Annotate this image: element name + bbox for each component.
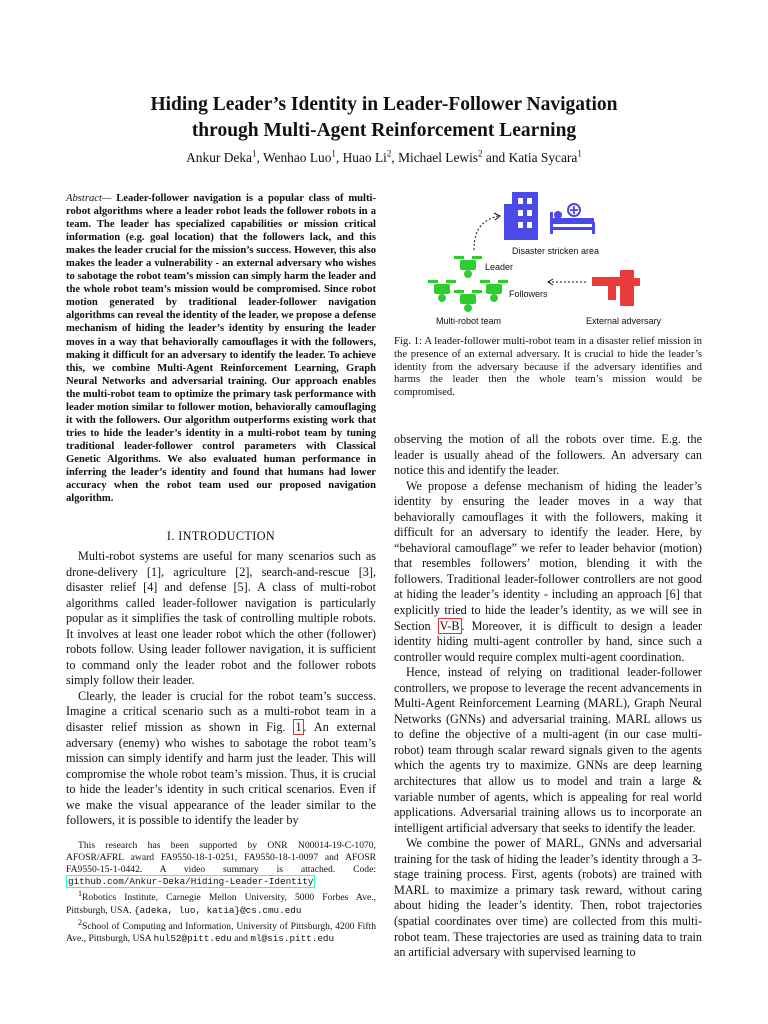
affiliation-mark: 2 <box>478 148 483 159</box>
follower-drone-icon <box>428 280 456 302</box>
email: ml@sis.pitt.edu <box>250 933 335 945</box>
title-line-2: through Multi-Agent Reinforcement Learning <box>191 120 577 141</box>
paragraph: Clearly, the leader is crucial for the robot team’s success. Imagine a critical scenario such as a multi-robot team in a disaster relief mission as shown in Fig. 1 . An external adversary (enemy) who wishes to sabotage the robot team’s mission can simply identify and harm just the leader. This will compromise the whole robot team’s mission. Thus, it is crucial to hide the leader’s identity in such critical scenarios. Even if we make the visual appearance of the leader similar to the followers, it is possible to identify the leader by <box>66 688 377 828</box>
adversary-icon <box>592 270 640 306</box>
author: Wenhao Luo <box>262 150 332 165</box>
abstract <box>66 192 376 505</box>
injured-person-icon <box>550 204 595 234</box>
path-arrow <box>474 216 498 250</box>
leader-drone-icon <box>454 256 482 278</box>
email: hul52@pitt.edu <box>153 933 232 945</box>
paragraph: We combine the power of MARL, GNNs and adversarial training for the task of hiding the leader’s identity through a 3-stage training process. First, agents (robots) are trained with MARL to maximize a primary task reward, without caring about hiding the leader’s identity. Then, robot trajectories (spatial coordinates over time) are collected from this multi-robot team. These trajectories are used as training data to train an artificial adversary with supervised learning to <box>394 836 702 960</box>
disaster-label: Disaster stricken area <box>512 246 600 256</box>
follower-drone-icon <box>454 290 482 312</box>
abstract-text: Leader-follower navigation is a popular class of multi-robot algorithms where a leader robot leads the follower robots in a team. The leader has specialized capabilities or mission critical information (e.g. goal location) that the followers lack, and this makes the leader crucial for the mission’s success. However, this also makes the leader a vulnerability - an external adversary who wishes to sabotage the robot team’s mission can simply harm the leader and the whole robot team’s mission would be compromised. Since robot motion generated by traditional leader-follower navigation algorithms can reveal the identity of the leader, we propose a defense mechanism of hiding the leader’s identity by ensuring the leader moves in a way that behaviorally camouflages it with the followers, making it difficult for an adversary to identify the leader. To achieve this, we combine Multi-Agent Reinforcement Learning, Graph Neural Networks and adversarial training. Our approach enables the multi-robot team to optimize the primary task performance with leader motion similar to follower motion, behaviorally camouflaging it with the followers. Our algorithm outperforms existing work that tries to hide the leader’s identity in a multi-robot team by tuning traditional leader-follower control parameters with Classical Genetic Algorithms. We also evaluated human performance in inferring the leader’s identity and found that humans had lower accuracy when the robot team used our proposed navigation algorithm. <box>66 193 376 505</box>
adversary-label: External adversary <box>586 316 662 326</box>
introduction-text <box>66 549 376 829</box>
paper-title <box>0 92 768 144</box>
paragraph: Multi-robot systems are useful for many scenarios such as drone-delivery [1], agriculture [2], search-and-rescue [3], disaster relief [4] and defense [5]. A class of multi-robot algorithms called leader-follower navigation is particularly popular as it simplifies the task of controlling multiple robots. It involves at least one leader robot which the other (follower) robots follow. Using leader follower navigation, it is sufficient to command only the leader robot and the follower robots simply follow their leader. <box>66 549 376 688</box>
affiliation-mark: 1 <box>331 148 336 159</box>
author: Katia Sycara <box>508 150 578 165</box>
figure-caption: Fig. 1: A leader-follower multi-robot team in a disaster relief mission in the presence of an external adversary. It is crucial to hide the leader’s identity from the adversary because if the adversary identifies and harms the leader then the whole team’s mission would be compromised. <box>394 335 702 399</box>
author: Ankur Deka <box>186 150 252 165</box>
affiliation-mark: 1 <box>251 148 257 159</box>
title-line-1: Hiding Leader’s Identity in Leader-Follower Navigation <box>150 94 618 115</box>
paragraph: We propose a defense mechanism of hiding the leader’s identity by ensuring the leader moves in a way that behaviorally camouflages it with the followers, making it difficult for an adversary to identify the leader. Here, by “behavioral camouflage” we refer to leader behavior (motion) that resembles followers’ motion, blending it with the followers. Traditional leader-follower controllers are not good at hiding the leader’s identity - including an approach [6] that explicitly tried to hide the leader’s identity, as we will see in Section V-B . Moreover, it is difficult to design a leader identity hiding multi-agent controller by hand, since such a controller would require complex multi-agent coordination. <box>394 478 703 664</box>
building-icon <box>504 192 538 240</box>
paragraph: observing the motion of all the robots over time. E.g. the leader is usually ahead of the followers. An adversary can notice this and identify the leader. <box>394 432 702 478</box>
affiliation-footnote-2: $^2$School of Computing and Information, University of Pittsburgh, 4200 Fifth Ave., Pittsburgh, USA hul52@pitt.edu and ml@sis.pitt.edu <box>66 917 376 945</box>
figure-reference-link[interactable]: 1 <box>295 720 302 735</box>
author-list: Ankur Deka$^1$, Wenhao Luo$^1$, Huao Li$^2$, Michael Lewis$^2$ and Katia Sycara$^1$ <box>186 148 582 165</box>
footnotes <box>66 840 376 945</box>
team-label: Multi-robot team <box>436 316 502 326</box>
email: {adeka, luo, katia}@cs.cmu.edu <box>134 904 302 916</box>
paragraph: Hence, instead of relying on traditional leader-follower controllers, we propose to leverage the recent advancements in Multi-Agent Reinforcement Learning (MARL), Graph Neural Networks (GNNs) and adversarial training. MARL allows us to define the objective of a multi-agent (in our case multi-robot) team through scalar reward signals given to the agents which the agents try to maximize. GNNs are deep learning architectures that allow us to model and train a large & variable number of agents, which is appealing for real world applications. Adversarial training allows us to incorporate an intelligent artificial adversary that seeks to identify the leader. <box>394 665 702 835</box>
author: Michael Lewis <box>398 150 479 165</box>
funding-footnote: This research has been supported by ONR N00014-19-C-1070, AFOSR/AFRL award FA9550-18-1-0251, FA9550-18-1-0097 and AFOSR FA9550-15-1-0442. A video summary is attached. Code: github.com/Ankur-Deka/Hiding-Leader-Identity <box>66 840 376 888</box>
leader-label: Leader <box>485 262 514 272</box>
figure-1 <box>394 182 702 332</box>
affiliation-mark: 1 <box>577 148 582 159</box>
follower-drone-icon <box>480 280 508 302</box>
section-heading: I. INTRODUCTION <box>166 529 276 543</box>
affiliation-mark: 2 <box>386 148 392 159</box>
author: Huao Li <box>342 150 387 165</box>
abstract-label: Abstract— <box>66 193 112 204</box>
right-column-text <box>394 432 702 961</box>
affiliation-footnote-1: $^1$Robotics Institute, Carnegie Mellon University, 5000 Forbes Ave., Pittsburgh, USA. {adeka, luo, katia}@cs.cmu.edu <box>66 889 376 916</box>
followers-label: Followers <box>509 289 548 299</box>
section-reference-link[interactable]: V-B <box>439 618 460 633</box>
code-link[interactable]: github.com/Ankur-Deka/Hiding-Leader-Identity <box>68 876 314 888</box>
figure-illustration <box>394 182 702 332</box>
